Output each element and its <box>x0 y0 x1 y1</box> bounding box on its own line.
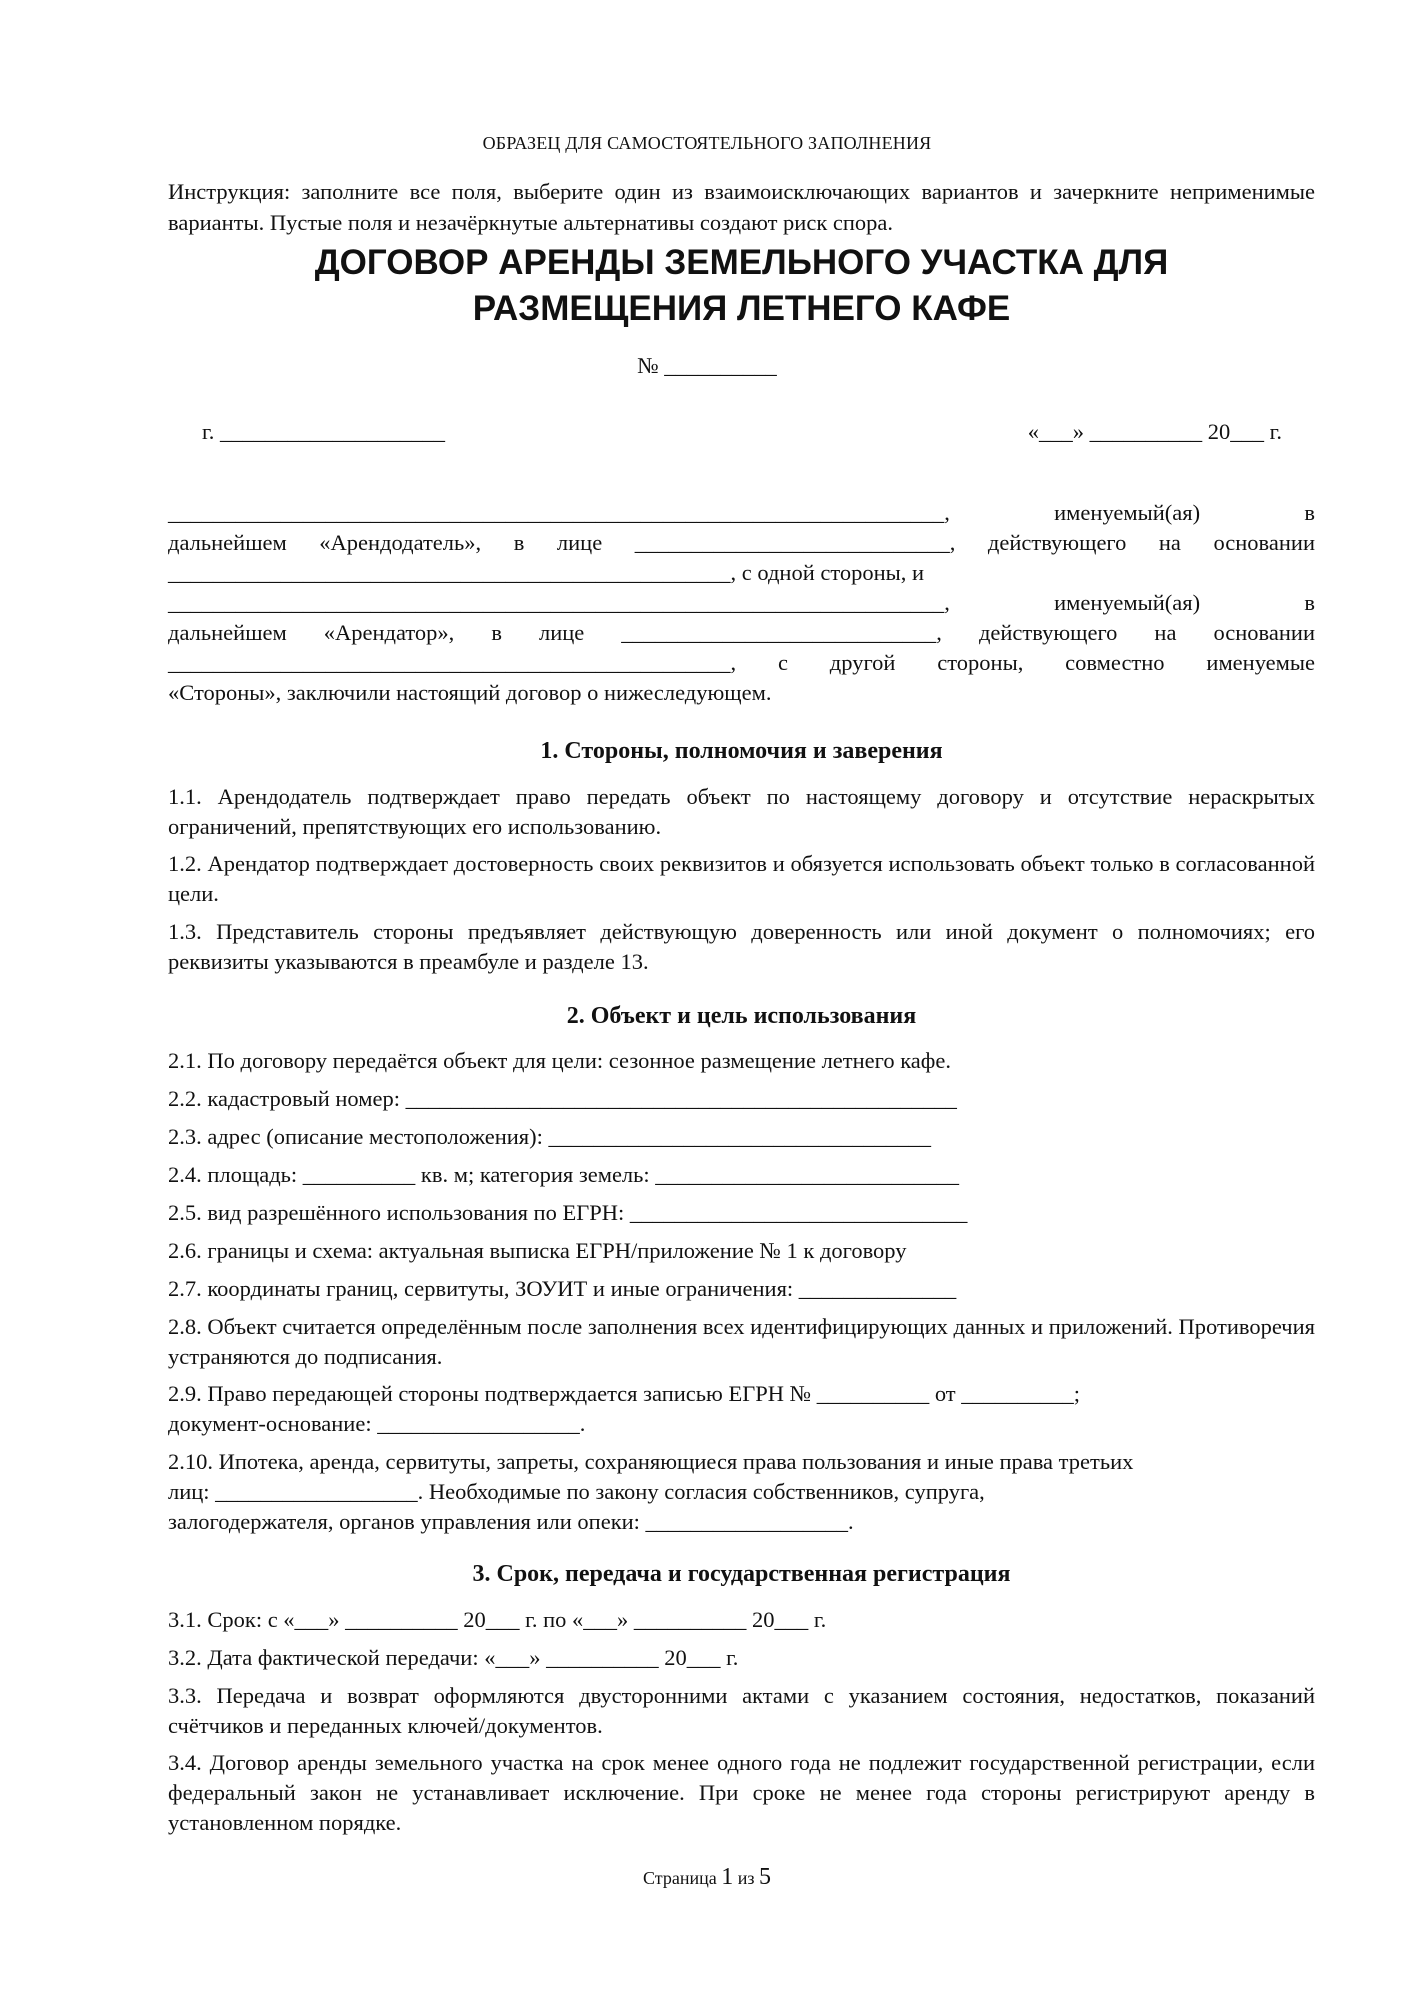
clause-2-9 <box>168 1379 1315 1439</box>
clause-2-5: 2.5. вид разрешённого использования по ЕГРН: ______________________________ <box>168 1200 968 1225</box>
instruction-text: Инструкция: заполните все поля, выберите один из взаимоисключающих вариантов и зачеркните неприменимые варианты. Пустые поля и незачёркнутые альтернативы создают риск спора. <box>168 179 1315 235</box>
section-2-title: 2. Объект и цель использования <box>566 1003 917 1029</box>
clause-2-10-line: залогодержателя, органов управления или опеки: __________________. <box>168 1509 854 1534</box>
clause-2-2: 2.2. кадастровый номер: _________________________________________________ <box>168 1086 957 1111</box>
section-1-title: 1. Стороны, полномочия и заверения <box>540 738 943 764</box>
clause-3-1: 3.1. Срок: с «___» __________ 20___ г. по «___» __________ 20___ г. <box>168 1607 827 1632</box>
title-line-2: РАЗМЕЩЕНИЯ ЛЕТНЕГО КАФЕ <box>472 289 1011 328</box>
document-title <box>168 240 1315 332</box>
preamble-line: дальнейшем «Арендатор», в лице ____________________________, действующего на основании <box>168 620 1315 645</box>
clause-2-8: 2.8. Объект считается определённым после заполнения всех идентифицирующих данных и приложений. Противоречия устраняются до подписания. <box>168 1314 1315 1369</box>
clause-2-6: 2.6. границы и схема: актуальная выписка ЕГРН/приложение № 1 к договору <box>168 1238 907 1263</box>
clause-2-9-line: документ-основание: __________________. <box>168 1411 586 1436</box>
preamble-line: __________________________________________________, с другой стороны, совместно именуемые <box>168 650 1315 675</box>
preamble <box>168 498 1315 708</box>
section-3-title: 3. Срок, передача и государственная регистрация <box>472 1561 1011 1587</box>
clause-2-7: 2.7. координаты границ, сервитуты, ЗОУИТ и иные ограничения: ______________ <box>168 1276 957 1301</box>
preamble-line: _____________________________________________________________________, именуемый(ая) в <box>168 500 1315 525</box>
city-field: г. ____________________ <box>202 419 445 444</box>
page-footer <box>0 1864 1414 1891</box>
page-of-label: из <box>737 1868 755 1888</box>
clause-1-1: 1.1. Арендодатель подтверждает право передать объект по настоящему договору и отсутствие нераскрытых ограничений, препятствующих его использованию. <box>168 784 1315 839</box>
clause-3-4: 3.4. Договор аренды земельного участка на срок менее одного года не подлежит государственной регистрации, если федеральный закон не устанавливает исключение. При сроке не менее года стороны регистрируют аренду в установленном порядке. <box>168 1750 1315 1835</box>
clause-2-9-line: 2.9. Право передающей стороны подтверждается записью ЕГРН № __________ от __________; <box>168 1381 1080 1406</box>
total-pages-number: 5 <box>758 1864 771 1890</box>
clause-2-10-line: лиц: __________________. Необходимые по закону согласия собственников, супруга, <box>168 1479 985 1504</box>
document-number: № __________ <box>637 353 777 378</box>
preamble-line: __________________________________________________, с одной стороны, и <box>168 560 925 585</box>
current-page-number: 1 <box>721 1864 734 1890</box>
clause-1-2: 1.2. Арендатор подтверждает достоверность своих реквизитов и обязуется использовать объект только в согласованной цели. <box>168 851 1315 906</box>
page-label: Страница <box>643 1868 717 1888</box>
title-line-1: ДОГОВОР АРЕНДЫ ЗЕМЕЛЬНОГО УЧАСТКА ДЛЯ <box>314 243 1169 282</box>
clause-3-2: 3.2. Дата фактической передачи: «___» __________ 20___ г. <box>168 1645 739 1670</box>
clause-2-4: 2.4. площадь: __________ кв. м; категория земель: ___________________________ <box>168 1162 960 1187</box>
clause-2-10-line: 2.10. Ипотека, аренда, сервитуты, запреты, сохраняющиеся права пользования и иные права третьих <box>168 1449 1134 1474</box>
clause-2-1: 2.1. По договору передаётся объект для цели: сезонное размещение летнего кафе. <box>168 1048 951 1073</box>
header-note: ОБРАЗЕЦ ДЛЯ САМОСТОЯТЕЛЬНОГО ЗАПОЛНЕНИЯ <box>482 133 932 153</box>
clause-2-3: 2.3. адрес (описание местоположения): __________________________________ <box>168 1124 931 1149</box>
preamble-line: «Стороны», заключили настоящий договор о нижеследующем. <box>168 680 772 705</box>
clause-2-10 <box>168 1447 1315 1537</box>
preamble-line: дальнейшем «Арендодатель», в лице ____________________________, действующего на основании <box>168 530 1315 555</box>
clause-1-3: 1.3. Представитель стороны предъявляет действующую доверенность или иной документ о полномочиях; его реквизиты указываются в преамбуле и разделе 13. <box>168 919 1315 974</box>
date-field: «___» __________ 20___ г. <box>1027 419 1282 444</box>
preamble-line: _____________________________________________________________________, именуемый(ая) в <box>168 590 1315 615</box>
clause-3-3: 3.3. Передача и возврат оформляются двусторонними актами с указанием состояния, недостатков, показаний счётчиков и переданных ключей/документов. <box>168 1683 1315 1738</box>
